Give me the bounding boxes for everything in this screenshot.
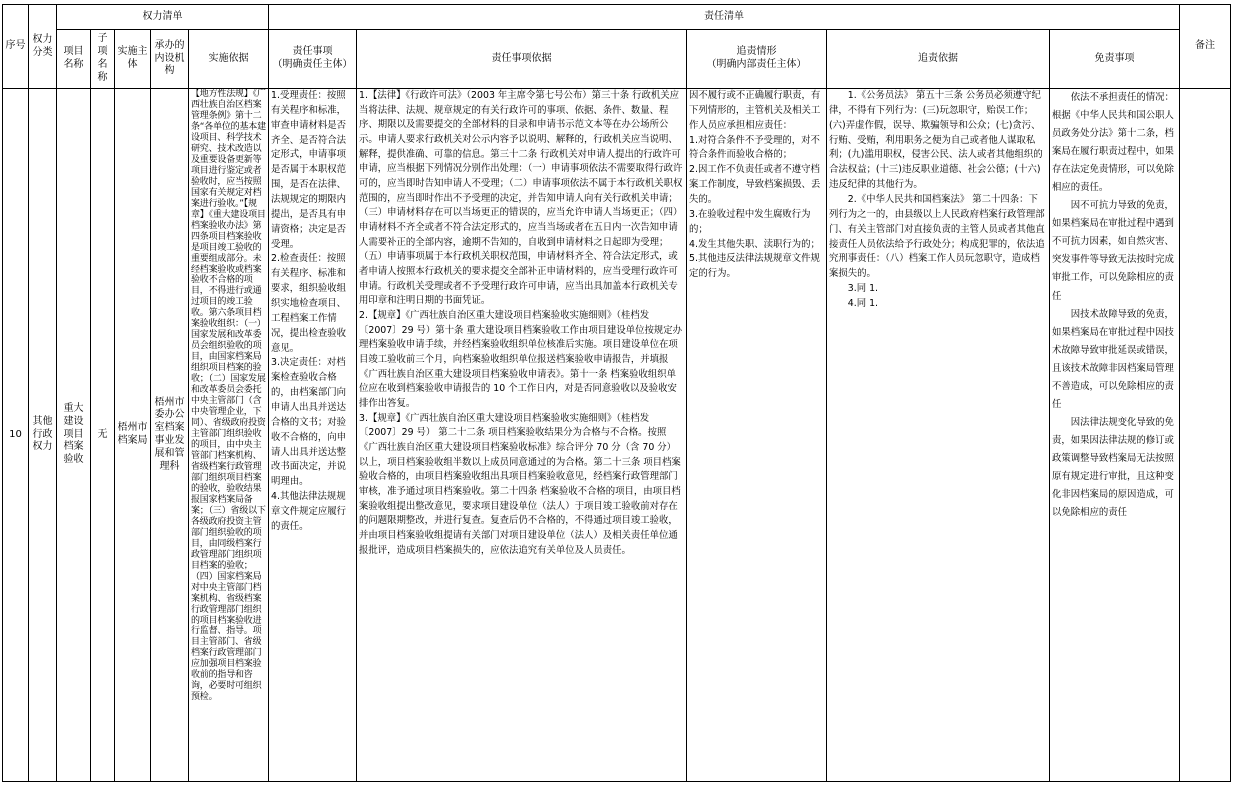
chase-case-line: 2.因工作不负责任或者不遵守档案工作制度，导致档案损毁、丢失的。 [689, 164, 821, 206]
resp-item-line: 1.受理责任：按照有关程序和标准，审查申请材料是否齐全、是否符合法定形式，申请事项是否属于本职权范围，是否在法律、法规规定的期限内提出，是否具有申请资格；决定是否受理。 [271, 90, 347, 250]
header-exempt: 免责事项 [1050, 30, 1180, 89]
cell-resp-basis [357, 89, 687, 782]
chase-case-line: 因不履行或不正确履行职责，有下列情形的，主管机关及相关工作人员应承担相应责任： [689, 90, 821, 131]
header-subject: 实施主体 [115, 30, 151, 89]
header-remark: 备注 [1180, 5, 1231, 89]
header-item-name: 项目名称 [57, 30, 91, 89]
cell-seq: 10 [3, 89, 29, 782]
header-chase-case-label: 追责情形 [736, 46, 777, 58]
chase-basis-paragraph: 4.同 1. [847, 298, 879, 310]
header-resp-item-note: （明确责任主体） [272, 59, 353, 70]
resp-basis-paragraph: 1.【法律】《行政许可法》（2003 年主席令第七号公布）第三十条 行政机关应当将法律、法规、规章规定的有关行政许可的事项、依据、条件、数量、程序、期限以及需要提交的全部材料的目录和申请书示范文本等在办公场所公示。申请人要求行政机关对公示内容予以说明、解释的，行政机关应当说明、解释，提供准确、可靠的信息。第三十二条 行政机关对申请人提出的行政许可申请，应当根据下列情况分别作出处理：（一）申请事项依法不需要取得行政许可的，应当即时告知申请人不受理；（二）申请事项依法不属于本行政机关职权范围的，应当即时作出不予受理的决定，并告知申请人向有关行政机关申请；（三）申请材料存在可以当场更正的错误的，应当允许申请人当场更正；（四）申请材料不齐全或者不符合法定形式的，应当当场或者在五日内一次告知申请人需要补正的全部内容，逾期不告知的，自收到申请材料之日起即为受理；（五）申请事项属于本行政机关职权范围，申请材料齐全、符合法定形式，或者申请人按照本行政机关的要求提交全部补正申请材料的，应当受理行政许可申请。行政机关受理或者不予受理行政许可申请，应当出具加盖本行政机关专用印章和注明日期的书面凭证。 [359, 90, 683, 307]
document-page [2, 4, 1230, 782]
power-responsibility-table [2, 4, 1231, 782]
header-resp-item [269, 30, 357, 89]
cell-basis: 【地方性法规】《广西壮族自治区档案管理条例》第十二条“各单位的基本建设项目、科学技术研究、技术改造以及重要设备更新等项目进行鉴定或者验收时，应当按照国家有关规定对档案进行验收。”【规章】《重大建设项目档案验收办法》第四条项目档案验收是项目竣工验收的重要组成部分。未经档案验收或档案验收不合格的项目，不得进行或通过项目的竣工验收。第六条项目档案验收组织：（一）国家发展和改革委员会组织验收的项目，由国家档案局组织项目档案的验收；（二）国家发展和改革委员会委托中央主管部门（含中央管理企业，下同）、省级政府投资主管部门组织验收的项目，由中央主管部门档案机构、省级档案行政管理部门组织项目档案的验收，验收结果报国家档案局备案；（三）省级以下各级政府投资主管部门组织验收的项目，由同级档案行政管理部门组织项目档案的验收；（四）国家档案局对中央主管部门档案机构、省级档案行政管理部门组织的项目档案验收进行监督、指导。项目主管部门、省级档案行政管理部门应加强项目档案验收前的指导和咨询，必要时可组织预检。 [189, 89, 269, 782]
resp-item-line: 2.检查责任：按照有关程序、标准和要求，组织验收组织实地检查项目、工程档案工作情况，提出检查验收意见。 [271, 253, 347, 354]
header-sub-item-name: 子项名称 [91, 30, 115, 89]
chase-case-line: 1.对符合条件不予受理的，对不符合条件而验收合格的； [689, 134, 820, 161]
cell-undertaking-org: 梧州市委办公室档案事业发展和管理科 [151, 89, 189, 782]
chase-basis-paragraph: 2.《中华人民共和国档案法》 第二十四条：下列行为之一的，由县级以上人民政府档案行政管理部门、有关主管部门对直接负责的主管人员或者其他直接责任人员依法给予行政处分；构成犯罪的，依法追究刑事责任：（八）档案工作人员玩忽职守，造成档案损失的。 [829, 194, 1045, 280]
cell-item-name: 重大建设项目档案验收 [57, 89, 91, 782]
header-category: 权力分类 [29, 5, 57, 89]
resp-item-line: 3.决定责任：对档案检查验收合格的，由档案部门向申请人出具并送达合格的文书；对验收不合格的，向申请人出具并送达整改书面决定，并说明理由。 [271, 357, 347, 488]
cell-resp-item [269, 89, 357, 782]
chase-case-line: 5.其他违反法律法规规章文件规定的行为。 [689, 253, 820, 280]
chase-basis-paragraph: 3.同 1. [847, 283, 879, 295]
cell-exempt [1050, 89, 1180, 782]
cell-chase-case [687, 89, 827, 782]
table-row [3, 89, 1231, 782]
cell-chase-basis [827, 89, 1050, 782]
resp-basis-paragraph: 3.【规章】《广西壮族自治区重大建设项目档案验收实施细则》（桂档发〔2007〕29 号） 第二十二条 项目档案验收结果分为合格与不合格。按照《广西壮族自治区重大建设项目档案验收标准》综合评分 70 分（含 70 分）以上，项目档案验收组半数以上成员同意通过的为合格。第二十三条 项目档案验收合格的，由项目档案验收组出具项目档案验收意见，经档案行政管理部门审核，准予通过项目档案验收。第二十四条 档案验收不合格的项目，由项目档案验收组提出整改意见，要求项目建设单位（法人）于项目竣工验收前对存在的问题限期整改，并进行复查。复查后仍不合格的，不得通过项目竣工验收，并由项目档案验收组提请有关部门对项目建设单位（法人）及相关责任单位通报批评，造成项目档案损失的，应依法追究有关单位及人员责任。 [359, 412, 681, 556]
header-responsibility-list: 责任清单 [269, 5, 1180, 30]
chase-basis-paragraph: 1.《公务员法》 第五十三条 公务员必须遵守纪律，不得有下列行为：(三)玩忽职守，贻误工作；(六)弄虚作假，误导、欺骗领导和公众；(七)贪污、行贿、受贿，利用职务之便为自己或者他人谋取私利；(九)滥用职权，侵害公民、法人或者其他组织的合法权益；(十三)违反职业道德、社会公德；(十六)违反纪律的其他行为。 [829, 90, 1043, 191]
header-basis: 实施依据 [189, 30, 269, 89]
header-chase-case [687, 30, 827, 89]
cell-sub-item: 无 [91, 89, 115, 782]
exempt-paragraph: 因法律法规变化导致的免责，如果因法律法规的修订或政策调整导致档案局无法按照原有规定进行审批，且这种变化非因档案局的原因造成，可以免除相应的责任 [1052, 416, 1174, 519]
header-chase-case-note: （明确内部责任主体） [706, 59, 807, 70]
exempt-paragraph: 因不可抗力导致的免责，如果档案局在审批过程中遇到不可抗力因素，如自然灾害、突发事件等导致无法按时完成审批工作，可以免除相应的责任 [1052, 200, 1174, 302]
header-seq: 序号 [3, 5, 29, 89]
exempt-paragraph: 因技术故障导致的免责，如果档案局在审批过程中因技术故障导致审批延误或错误，且该技术故障非因档案局管理不善造成，可以免除相应的责任 [1052, 308, 1174, 410]
cell-category: 其他行政权力 [29, 89, 57, 782]
cell-remark [1180, 89, 1231, 782]
header-undertaking-org: 承办的内设机构 [151, 30, 189, 89]
header-resp-item-label: 责任事项 [292, 46, 333, 58]
chase-case-line: 4.发生其他失职、渎职行为的； [689, 238, 820, 250]
cell-subject: 梧州市档案局 [115, 89, 151, 782]
resp-item-line: 4.其他法律法规规章文件规定应履行的责任。 [271, 491, 347, 532]
chase-case-line: 3.在验收过程中发生腐败行为的； [689, 208, 811, 235]
resp-basis-paragraph: 2.【规章】《广西壮族自治区重大建设项目档案验收实施细则》（桂档发〔2007〕29 号）第十条 重大建设项目档案验收工作由项目建设单位按规定办理档案验收申请手续，并经档案验收组织单位核准后实施。项目建设单位在项目竣工验收前三个月，向档案验收组织单位报送档案验收申请报告，并填报《广西壮族自治区重大建设项目档案验收申请表》。第十一条 档案验收组织单位应在收到档案验收申请报告的 10 个工作日内，对是否同意验收以及验收安排作出答复。 [359, 310, 683, 410]
header-chase-basis: 追责依据 [827, 30, 1050, 89]
exempt-paragraph: 依法不承担责任的情况：根据《中华人民共和国公职人员政务处分法》第十二条，档案局在履行职责过程中，如果存在法定免责情形，可以免除相应的责任。 [1052, 92, 1174, 194]
header-resp-basis: 责任事项依据 [357, 30, 687, 89]
header-power-list: 权力清单 [57, 5, 269, 30]
